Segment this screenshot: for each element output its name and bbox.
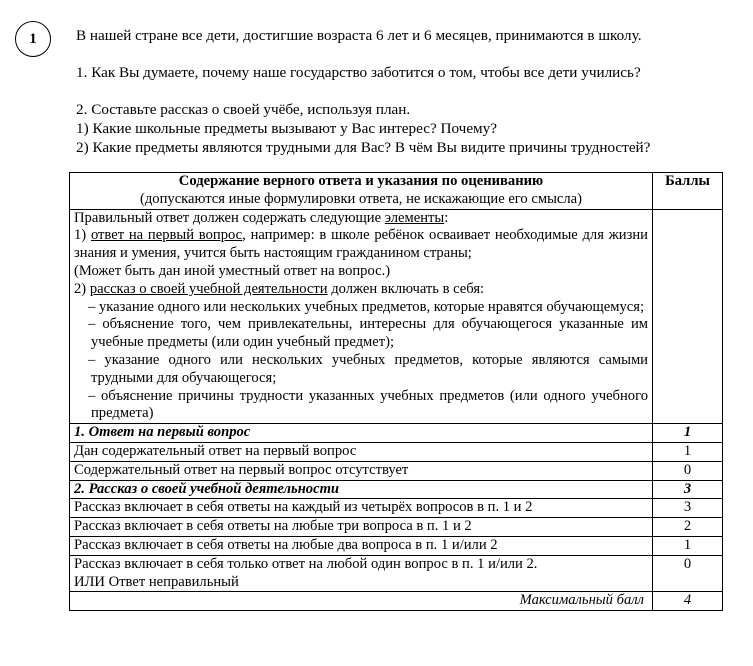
criterion-2-max: 3: [653, 480, 723, 499]
element-1-note: (Может быть дан иной уместный ответ на вопрос.): [74, 262, 391, 279]
header-title: Содержание верного ответа и указания по оцениванию: [178, 173, 544, 189]
max-score-label: Максимальный балл: [70, 592, 653, 611]
answer-content-cell: [70, 209, 653, 424]
element-1: 1) ответ на первый вопрос, например: в школе ребёнок осваивает необходимые для жизни знания и умения, учится быть настоящим гражданином страны;: [74, 227, 648, 262]
question-2-item-1: 1) Какие школьные предметы вызывают у Вас интерес? Почему?: [76, 120, 497, 137]
criterion-points: 3: [653, 499, 723, 518]
grading-table: [69, 172, 723, 611]
table-row: [70, 536, 723, 555]
question-1: 1. Как Вы думаете, почему наше государство заботится о том, чтобы все дети учились?: [76, 64, 641, 81]
header-note: (допускаются иные формулировки ответа, не искажающие его смысла): [140, 190, 582, 207]
content-intro: Правильный ответ должен содержать следующие элементы:: [74, 209, 449, 226]
max-score-value: 4: [653, 592, 723, 611]
answer-content-row: [70, 209, 723, 424]
element-2-bullet-2: – объяснение того, чем привлекательны, интересны для обучающегося указанные им учебные предметы (или один учебный предмет);: [88, 316, 648, 351]
table-row: [70, 518, 723, 537]
element-2-bullet-3: – указание одного или нескольких учебных предметов, которые являются самыми трудными для обучающегося;: [88, 351, 648, 386]
criterion-text: Дан содержательный ответ на первый вопрос: [70, 442, 653, 461]
header-points: Баллы: [653, 173, 723, 210]
element-2-bullet-4: – объяснение причины трудности указанных учебных предметов (или одного учебного предмета): [88, 387, 648, 422]
question-2: 2. Составьте рассказ о своей учёбе, используя план.: [76, 101, 411, 118]
criterion-points: 1: [653, 442, 723, 461]
question-2-item-2: 2) Какие предметы являются трудными для Вас? В чём Вы видите причины трудностей?: [76, 139, 651, 156]
table-row: [70, 499, 723, 518]
criterion-2-title: 2. Рассказ о своей учебной деятельности: [70, 480, 653, 499]
max-score-row: [70, 592, 723, 611]
answer-content-points: [653, 209, 723, 424]
table-row: [70, 424, 723, 443]
criterion-1-max: 1: [653, 424, 723, 443]
criterion-text: Рассказ включает в себя ответы на любые три вопроса в п. 1 и 2: [70, 518, 653, 537]
table-row: [70, 480, 723, 499]
header-content-cell: [70, 173, 653, 210]
criterion-text: Содержательный ответ на первый вопрос отсутствует: [70, 461, 653, 480]
task-statement: [76, 26, 746, 157]
criterion-1-title: 1. Ответ на первый вопрос: [70, 424, 653, 443]
element-2: 2) рассказ о своей учебной деятельности должен включать в себя:: [74, 280, 485, 297]
task-intro: В нашей стране все дети, достигшие возраста 6 лет и 6 месяцев, принимаются в школу.: [76, 27, 642, 44]
criterion-points: 0: [653, 461, 723, 480]
criterion-text: Рассказ включает в себя ответы на любые два вопроса в п. 1 и/или 2: [70, 536, 653, 555]
table-row: [70, 555, 723, 592]
task-number-badge: 1: [15, 21, 51, 57]
table-row: [70, 442, 723, 461]
elements-term: элементы: [384, 209, 445, 226]
criterion-points: 2: [653, 518, 723, 537]
criterion-points: 0: [653, 555, 723, 592]
table-row: [70, 461, 723, 480]
criterion-text: Рассказ включает в себя ответы на каждый из четырёх вопросов в п. 1 и 2: [70, 499, 653, 518]
criterion-text: Рассказ включает в себя только ответ на любой один вопрос в п. 1 и/или 2. ИЛИ Ответ неправильный: [70, 555, 653, 592]
table-header: [70, 173, 723, 210]
element-2-bullet-1: – указание одного или нескольких учебных предметов, которые нравятся обучающемуся;: [88, 298, 644, 315]
criterion-points: 1: [653, 536, 723, 555]
